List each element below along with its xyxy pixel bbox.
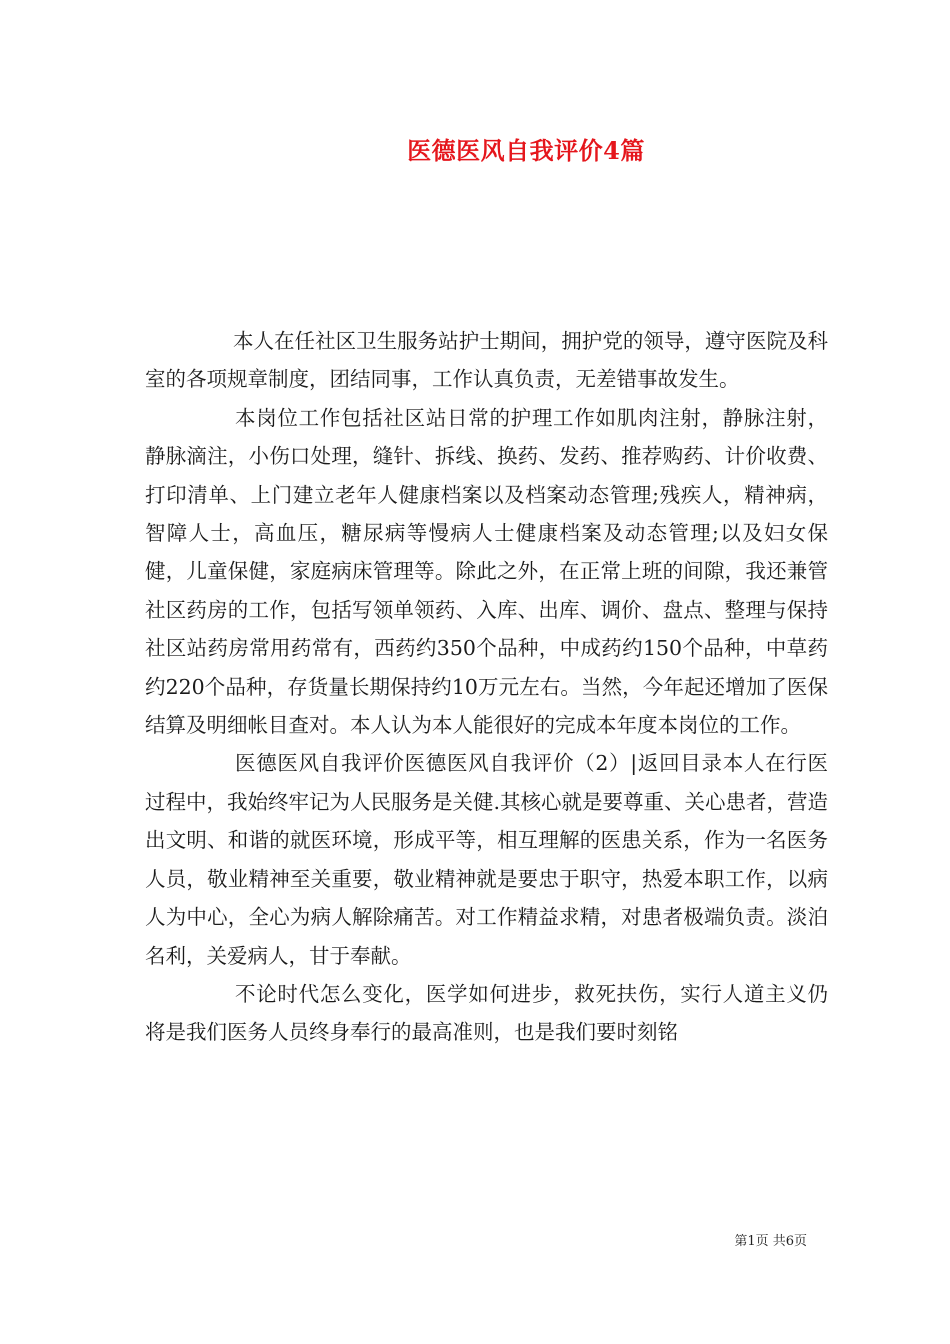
page-number: 第1页 共6页 <box>734 1234 807 1249</box>
document-body <box>145 322 828 1052</box>
paragraph-1: 本人在任社区卫生服务站护士期间，拥护党的领导，遵守医院及科室的各项规章制度，团结同事，工作认真负责，无差错事故发生。 <box>145 329 828 392</box>
document-title: 医德医风自我评价4篇 <box>407 136 645 165</box>
paragraph-2: 本岗位工作包括社区站日常的护理工作如肌肉注射，静脉注射，静脉滴注，小伤口处理，缝针、拆线、换药、发药、推荐购药、计价收费、打印清单、上门建立老年人健康档案以及档案动态管理;残疾人，精神病，智障人士，高血压，糖尿病等慢病人士健康档案及动态管理;以及妇女保健，儿童保健，家庭病床管理等。除此之外，在正常上班的间隙，我还兼管社区药房的工作，包括写领单领药、入库、出库、调价、盘点、整理与保持社区站药房常用药常有，西药约350个品种，中成药约150个品种，中草药约220个品种，存货量长期保持约10万元左右。当然，今年起还增加了医保结算及明细帐目查对。本人认为本人能很好的完成本年度本岗位的工作。 <box>145 405 828 738</box>
paragraph-3: 医德医风自我评价医德医风自我评价（2）|返回目录本人在行医过程中，我始终牢记为人民服务是关健.其核心就是要尊重、关心患者，营造出文明、和谐的就医环境，形成平等，相互理解的医患关系，作为一名医务人员，敬业精神至关重要，敬业精神就是要忠于职守，热爱本职工作，以病人为中心，全心为病人解除痛苦。对工作精益求精，对患者极端负责。淡泊名利，关爱病人，甘于奉献。 <box>145 751 829 968</box>
paragraph-4: 不论时代怎么变化，医学如何进步，救死扶伤，实行人道主义仍将是我们医务人员终身奉行的最高准则，也是我们要时刻铭 <box>145 981 828 1045</box>
